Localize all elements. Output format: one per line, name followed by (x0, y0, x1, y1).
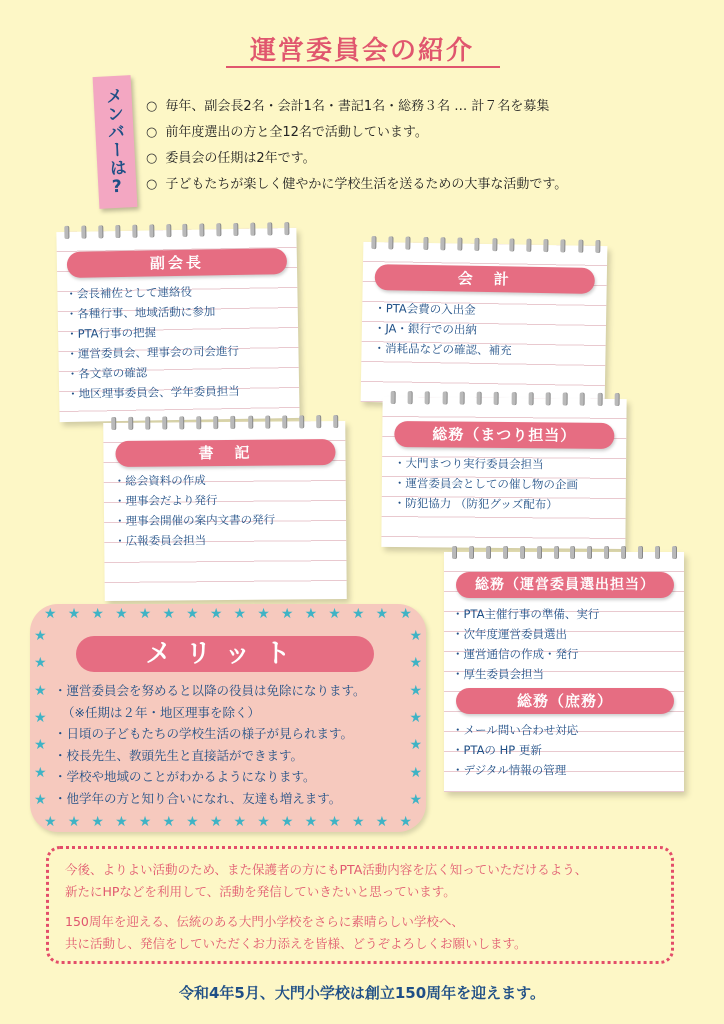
message-paragraph (65, 859, 655, 903)
merit-box (30, 604, 426, 832)
general-election-list (452, 604, 599, 684)
list-item: ・理事会だより発行 (113, 493, 218, 508)
general-festival-title: 総務（まつり担当） (394, 421, 614, 449)
list-item: ・PTA行事の把握 (66, 325, 157, 341)
list-item: ・運営通信の作成・発行 (452, 647, 579, 661)
secretary-title: 書 記 (115, 439, 335, 467)
message-line: 150周年を迎える、伝統のある大門小学校をさらに素晴らしい学校へ、 (65, 914, 464, 929)
ring-binding (452, 546, 676, 560)
list-item: ・会長補佐として連絡役 (65, 284, 193, 301)
title-underline (226, 66, 500, 68)
members-item: ○ 前年度選出の方と全12名で活動しています。 (146, 120, 706, 146)
footer-announcement: 令和4年5月、大門小学校は創立150周年を迎えます。 (179, 984, 545, 1002)
list-item: ・次年度運営委員選出 (452, 627, 567, 641)
general-festival-card (381, 397, 626, 549)
list-item: ・地区理事委員会、学年委員担当 (67, 383, 240, 401)
list-item: ・運営委員会を努めると以降の役員は免除になります。 (54, 683, 366, 698)
general-affairs-title: 総務（庶務） (456, 688, 674, 714)
list-item: ・運営委員会としての催し物の企画 (393, 476, 578, 492)
ring-binding (64, 222, 288, 240)
message-line: 新たにHPなどを利用して、活動を発信していきたいと思っています。 (65, 884, 456, 899)
star-border-icon: ★ ★ ★ ★ ★ ★ ★ (409, 628, 422, 808)
list-item: ・PTA主催行事の準備、実行 (452, 607, 600, 621)
general-election-title: 総務（運営委員選出担当） (456, 572, 674, 598)
list-item: ・運営委員会、理事会の司会進行 (66, 343, 240, 361)
message-box (46, 846, 674, 964)
accounting-card (361, 242, 608, 406)
list-item: ・PTAの HP 更新 (452, 743, 542, 757)
list-item: ・学校や地域のことがわかるようになります。 (54, 769, 316, 784)
list-item: ・PTA会費の入出金 (374, 301, 476, 317)
general-festival-list (394, 453, 579, 515)
star-border-icon: ★ ★ ★ ★ ★ ★ ★ ★ ★ ★ ★ ★ ★ ★ ★ ★ (44, 606, 412, 622)
merit-title: メリット (76, 636, 374, 672)
list-item: ・デジタル情報の管理 (452, 763, 567, 777)
accounting-title: 会 計 (375, 264, 595, 294)
list-item: ・厚生委員会担当 (452, 667, 544, 681)
members-item: ○ 子どもたちが楽しく健やかに学校生活を送るための大事な活動です。 (146, 172, 706, 198)
vice-president-list (65, 281, 240, 404)
list-item: ・各種行事、地域活動に参加 (65, 304, 216, 321)
members-list (146, 94, 706, 198)
members-tag: メンバーは? (93, 75, 138, 209)
vice-president-title: 副会長 (67, 248, 287, 278)
list-item: ・校長先生、教頭先生と直接話ができます。 (54, 747, 304, 763)
general-affairs-list (452, 720, 578, 780)
general-election-card (444, 552, 684, 792)
message-paragraph (65, 911, 655, 955)
list-item: ・JA・銀行での出納 (373, 321, 478, 337)
secretary-list (114, 470, 276, 551)
list-item: ・大門まつり実行委員会担当 (394, 456, 544, 472)
list-item: ・防犯協力 （防犯グッズ配布） (393, 496, 558, 512)
list-item: ・各文章の確認 (66, 365, 148, 381)
ring-binding (391, 391, 619, 407)
members-item: ○ 委員会の任期は2年です。 (146, 146, 706, 172)
list-item: ・消耗品などの確認、補充 (373, 341, 512, 358)
merit-list (54, 680, 366, 809)
list-item: （※任期は２年・地区理事を除く） (62, 704, 260, 720)
ring-binding (371, 236, 599, 254)
list-item: ・広報委員会担当 (114, 533, 207, 548)
list-item: ・理事会開催の案内文書の発行 (114, 512, 276, 528)
list-item: ・日頃の子どもたちの学校生活の様子が見られます。 (54, 726, 354, 741)
members-item: ○ 毎年、副会長2名・会計1名・書記1名・総務３名 … 計７名を募集 (146, 94, 706, 120)
message-line: 今後、よりよい活動のため、また保護者の方にもPTA活動内容を広く知っていただけるよう、 (65, 862, 588, 877)
list-item: ・メール問い合わせ対応 (452, 723, 579, 737)
star-border-icon: ★ ★ ★ ★ ★ ★ ★ (34, 628, 47, 808)
list-item: ・他学年の方と知り合いになれ、友達も増えます。 (54, 790, 342, 806)
secretary-card (103, 421, 347, 601)
vice-president-card (56, 228, 299, 422)
accounting-list (373, 298, 512, 360)
ring-binding (111, 415, 337, 431)
star-border-icon: ★ ★ ★ ★ ★ ★ ★ ★ ★ ★ ★ ★ ★ ★ ★ ★ (44, 814, 412, 830)
list-item: ・総会資料の作成 (113, 473, 206, 488)
page-title: 運営委員会の紹介 (249, 36, 474, 66)
message-line: 共に活動し、発信をしていただくお力添えを皆様、どうぞよろしくお願いします。 (65, 936, 527, 951)
